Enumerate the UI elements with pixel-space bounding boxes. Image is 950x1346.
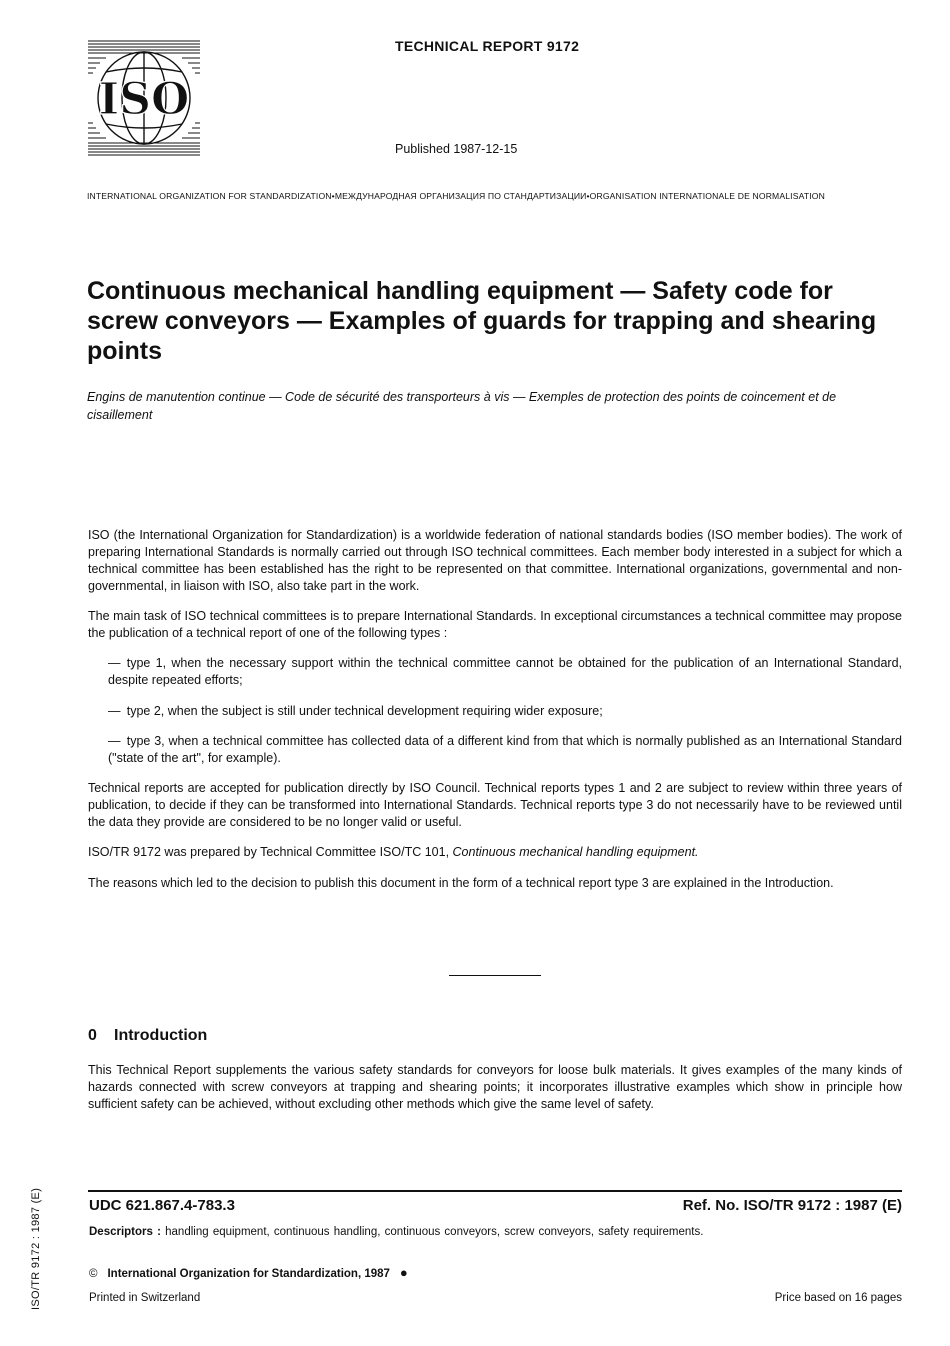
introduction-text: This Technical Report supplements the various safety standards for conveyors for loose bulk materials. It gives examples of the many kinds of hazards connected with screw conveyors at trapping and shearing points; it incorporates illustrative examples which show in principle how sufficient safety can be achieved, without excluding other methods which give the same level of safety. bbox=[88, 1063, 902, 1111]
organization-line: INTERNATIONAL ORGANIZATION FOR STANDARDIZATION•МЕЖДУНАРОДНАЯ ОРГАНИЗАЦИЯ ПО СТАНДАРТИЗАЦИИ•ORGANISATION INTERNATIONALE DE NORMALISATION bbox=[87, 191, 825, 201]
report-title: TECHNICAL REPORT 9172 bbox=[395, 38, 580, 54]
committee-name: Continuous mechanical handling equipment. bbox=[452, 845, 699, 859]
reference-number: Ref. No. ISO/TR 9172 : 1987 (E) bbox=[682, 1197, 902, 1214]
copyright-line bbox=[89, 1265, 408, 1280]
price-info: Price based on 16 pages bbox=[774, 1292, 902, 1304]
foreword-paragraph-2: The main task of ISO technical committees is to prepare International Standards. In exceptional circumstances a technical committee may propose the publication of a technical report of one of the following types : bbox=[88, 609, 902, 640]
document-title: Continuous mechanical handling equipment — Safety code for screw conveyors — Examples of guards for trapping and shearing points bbox=[87, 277, 877, 365]
report-type-3-item: — type 3, when a technical committee has collected data of a different kind from that which is normally published as an International Standard ("state of the art", for example). bbox=[108, 734, 902, 765]
copyright-text: International Organization for Standardization, 1987 bbox=[107, 1268, 390, 1280]
foreword-paragraph-4 bbox=[88, 844, 902, 861]
published-date: Published 1987-12-15 bbox=[395, 142, 518, 156]
committee-text: ISO/TR 9172 was prepared by Technical Committee ISO/TC 101, bbox=[88, 845, 453, 859]
section-number: 0 bbox=[88, 1027, 97, 1044]
descriptors-list: handling equipment, continuous handling, continuous conveyors, screw conveyors, safety requirements. bbox=[165, 1226, 704, 1238]
report-type-2-item: — type 2, when the subject is still under technical development requiring wider exposure; bbox=[108, 704, 603, 718]
iso-logo-text: ISO bbox=[98, 74, 190, 125]
bullet-dot-icon: ● bbox=[399, 1265, 408, 1280]
copyright-icon: © bbox=[89, 1268, 98, 1280]
section-divider bbox=[449, 975, 541, 976]
descriptors-label: Descriptors : bbox=[89, 1226, 161, 1238]
footer-rule bbox=[88, 1190, 902, 1192]
foreword-paragraph-1: ISO (the International Organization for Standardization) is a worldwide federation of national standards bodies (ISO member bodies). The work of preparing International Standards is normally carried out through ISO technical committees. Each member body interested in a subject for which a technical committee has been established has the right to be represented on that committee. International organizations, governmental and non-governmental, in liaison with ISO, also take part in the work. bbox=[88, 528, 902, 593]
foreword-paragraph-3: Technical reports are accepted for publication directly by ISO Council. Technical reports types 1 and 2 are subject to review within three years of publication, to decide if they can be transformed into International Standards. Technical reports type 3 do not necessarily have to be reviewed until the data they provide are considered to be no longer valid or useful. bbox=[88, 781, 902, 829]
foreword-paragraph-5: The reasons which led to the decision to publish this document in the form of a technical report type 3 are explained in the Introduction. bbox=[88, 876, 834, 890]
descriptors bbox=[89, 1226, 703, 1238]
french-title: Engins de manutention continue — Code de sécurité des transporteurs à vis — Exemples de protection des points de coincement et de cisaillement bbox=[87, 390, 837, 422]
introduction-heading bbox=[88, 1027, 207, 1045]
side-reference: ISO/TR 9172 : 1987 (E) bbox=[30, 1187, 42, 1310]
section-title: Introduction bbox=[114, 1027, 208, 1044]
report-type-1-item: — type 1, when the necessary support within the technical committee cannot be obtained for the publication of an International Standard, despite repeated efforts; bbox=[108, 656, 902, 687]
udc-number: UDC 621.867.4-783.3 bbox=[89, 1197, 235, 1214]
printed-in: Printed in Switzerland bbox=[89, 1292, 201, 1304]
iso-logo bbox=[86, 38, 202, 158]
